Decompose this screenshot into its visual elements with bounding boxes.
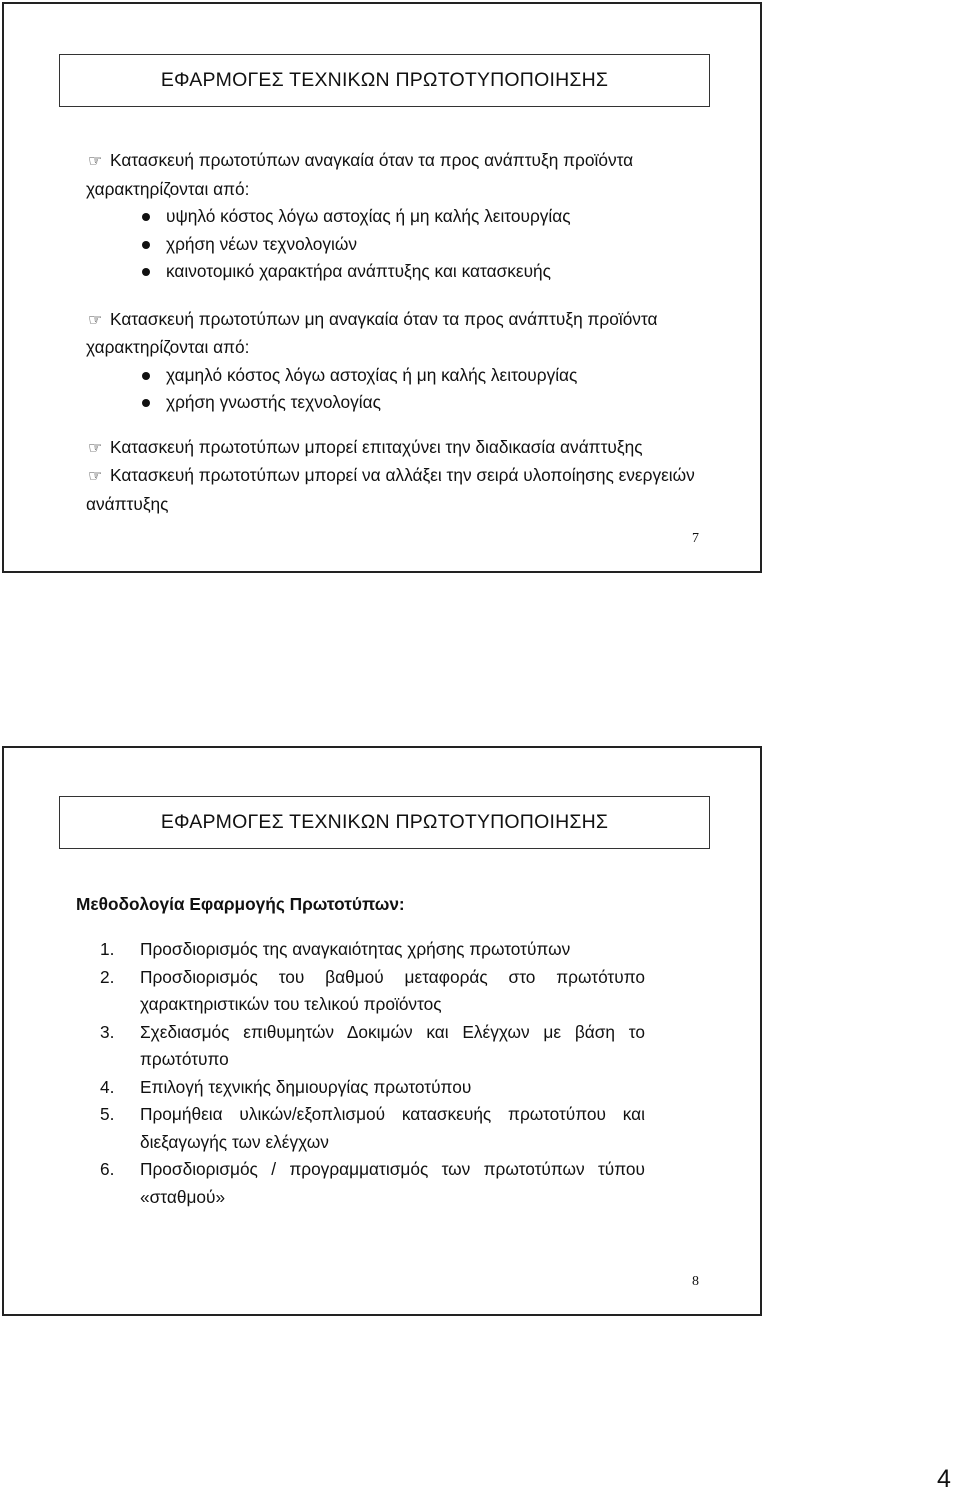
list-item [140,231,706,259]
step-number: 4. [100,1076,115,1097]
step-number: 1. [100,939,115,959]
bullet-icon [142,213,150,221]
slide-7 [2,2,762,573]
point-3 [86,434,706,463]
slide-number: 8 [692,1274,699,1289]
step-text: Επιλογή τεχνικής δημιουργίας πρωτοτύπου [140,1076,472,1097]
point-4 [86,462,706,518]
bullet-list [86,362,706,417]
point-text: Κατασκευή πρωτοτύπων μπορεί να αλλάξει την σειρά υλοποίησης ενεργειών ανάπτυξης [86,465,695,514]
bullet-icon [142,399,150,407]
slide-title: ΕΦΑΡΜΟΓΕΣ ΤΕΧΝΙΚΩΝ ΠΡΩΤΟΤΥΠΟΠΟΙΗΣΗΣ [59,796,710,849]
bullet-icon [142,241,150,249]
list-item [140,203,706,231]
point-text: Κατασκευή πρωτοτύπων αναγκαία όταν τα προς ανάπτυξη προϊόντα χαρακτηρίζονται από: [86,150,634,199]
bullet-text: καινοτομικό χαρακτήρα ανάπτυξης και κατασκευής [166,261,551,281]
methodology-heading: Μεθοδολογία Εφαρμογής Πρωτοτύπων: [76,894,405,914]
step-text: Προσδιορισμός του βαθμού μεταφοράς στο πρωτότυπο χαρακτηριστικών του τελικού προϊόντος [140,966,645,1014]
bullet-text: χρήση νέων τεχνολογιών [166,233,357,254]
pointing-hand-icon: ☞ [88,311,103,329]
slide-8 [2,746,762,1316]
slide-body [86,147,706,518]
list-item [140,362,706,390]
slide-number: 7 [692,531,699,546]
list-item [100,936,645,964]
steps-list [100,936,645,1211]
point-text: Κατασκευή πρωτοτύπων μη αναγκαία όταν τα προς ανάπτυξη προϊόντα χαρακτηρίζονται από: [86,308,658,357]
step-text: Προσδιορισμός / προγραμματισμός των πρωτοτύπων τύπου «σταθμού» [140,1159,645,1207]
list-item [100,964,645,1019]
list-item [140,258,706,286]
step-number: 6. [100,1159,115,1179]
pointing-hand-icon: ☞ [88,153,103,170]
point-2 [86,306,706,362]
step-number: 3. [100,1021,115,1042]
step-text: Προμήθεια υλικών/εξοπλισμού κατασκευής πρωτοτύπου και διεξαγωγής των ελέγχων [140,1104,645,1152]
list-item [140,389,706,417]
point-text: Κατασκευή πρωτοτύπων μπορεί επιταχύνει την διαδικασία ανάπτυξης [110,436,643,457]
list-item [100,1074,645,1102]
page-number: 4 [937,1465,951,1493]
bullet-text: χρήση γνωστής τεχνολογίας [166,392,381,412]
list-item [100,1156,645,1211]
step-number: 2. [100,966,115,987]
pointing-hand-icon: ☞ [88,439,103,457]
bullet-text: χαμηλό κόστος λόγω αστοχίας ή μη καλής λειτουργίας [166,364,578,385]
step-number: 5. [100,1104,115,1124]
pointing-hand-icon: ☞ [88,468,103,485]
list-item [100,1101,645,1156]
list-item [100,1019,645,1074]
bullet-list [86,203,706,286]
point-1 [86,147,706,203]
bullet-icon [142,372,150,380]
slide-title: ΕΦΑΡΜΟΓΕΣ ΤΕΧΝΙΚΩΝ ΠΡΩΤΟΤΥΠΟΠΟΙΗΣΗΣ [59,54,710,107]
bullet-text: υψηλό κόστος λόγω αστοχίας ή μη καλής λειτουργίας [166,206,571,226]
step-text: Σχεδιασμός επιθυμητών Δοκιμών και Ελέγχων με βάση το πρωτότυπο [140,1021,645,1069]
step-text: Προσδιορισμός της αναγκαιότητας χρήσης πρωτοτύπων [140,939,571,959]
bullet-icon [142,268,150,276]
